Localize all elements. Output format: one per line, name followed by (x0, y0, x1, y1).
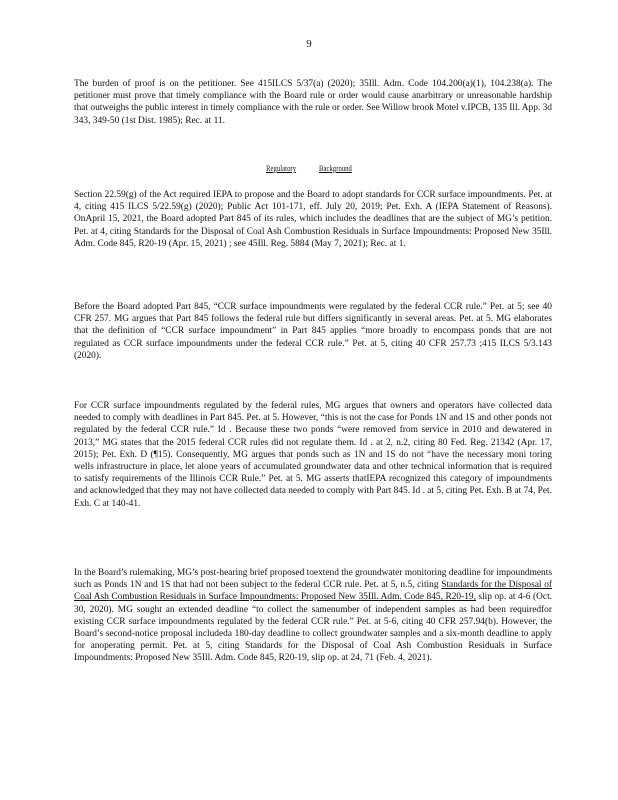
paragraph-ccr-surface-impoundments: For CCR surface impoundments regulated by the federal rules, MG argues that owners and operators have collected data needed to comply with deadlines in Part 845. Pet. at 5. However, “this is not the case for Ponds 1N and 1S and other ponds not regulated by the federal CCR rule.” Id . Because these two ponds “were removed from service in 2010 and dewatered in 2013,” MG states that the 2015 federal CCR rules did not regulate them. Id . at 2, n.2, citing 80 Fed. Reg. 21342 (Apr. 17, 2015); Pet. Exh. D (¶15). Consequently, MG argues that ponds such as 1N and 1S do not “have the necessary moni toring wells infrastructure in place, let alone years of accumulated groundwater data and other technical information that is required to satisfy requirements of the Illinois CCR Rule.” Pet. at 5. MG asserts thatIEPA recognized this category of impoundments and acknowledged that they may not have collected data needed to comply with Part 845. Id . at 5, citing Pet. Exh. B at 74, Pet. Exh. C at 140-41. (74, 401, 553, 509)
paragraph-board-rulemaking (74, 567, 552, 665)
paragraph-federal-ccr-rule: Before the Board adopted Part 845, “CCR surface impoundments were regulated by the federal CCR rule.” Pet. at 5; see 40 CFR 257. MG argues that Part 845 follows the federal rule but differs significantly in several areas. Pet. at 5. MG elaborates that the definition of “CCR surface impoundment” in Part 845 applies “more broadly to encompass ponds that are not regulated as CCR surface impoundments under the federal CCR rule.” Pet. at 5, citing 40 CFR 257.73 ;415 ILCS 5/3.143 (2020). (74, 302, 552, 361)
heading-word-regulatory: Regulatory (266, 164, 297, 173)
heading-word-background: Background (319, 164, 352, 173)
section-heading (56, 164, 563, 173)
page-number: 9 (306, 38, 312, 50)
rulemaking-text-before: In the Board’s rulemaking, MG’s post-hearing brief proposed toextend the groundwater monitoring deadline for impoundments such as Ponds 1N and 1S that had not been subject to the federal CCR rule. Pet. at 5, n.5, citing (74, 568, 552, 591)
rulemaking-text-after: slip op. at 4-6 (Oct. 30, 2020). MG sought an extended deadline “to collect the samenumber of independent samples as had been requiredfor existing CCR surface impoundments regulated by the federal CCR rule.” Pet. at 5-6, citing 40 CFR 257.94(b). However, the Board’s second-notice proposal includeda 180-day deadline to collect groundwater samples and a six-month deadline to apply for anoperating permit. Pet. at 5, citing Standards for the Disposal of Coal Ash Combustion Residuals in Surface Impoundments: Proposed New 35Ill. Adm. Code 845, R20-19, slip op. at 24, 71 (Feb. 4, 2021). (74, 592, 553, 664)
paragraph-section-22-59: Section 22.59(g) of the Act required IEPA to propose and the Board to adopt standards for CCR surface impoundments. Pet. at 4, citing 415 ILCS 5/22.59(g) (2020); Public Act 101-171, eff. July 20, 2019; Pet. Exh. A (IEPA Statement of Reasons). OnApril 15, 2021, the Board adopted Part 845 of its rules, which includes the deadlines that are the subject of MG’s petition. Pet. at 4, citing Standards for the Disposal of Coal Ash Combustion Residuals in Surface Impoundments: Proposed New 35Ill. Adm. Code 845, R20-19 (Apr. 15, 2021) ; see 45Ill. Reg. 5884 (May 7, 2021); Rec. at 1. (74, 190, 552, 249)
paragraph-burden-of-proof: The burden of proof is on the petitioner. See 415ILCS 5/37(a) (2020); 35Ill. Adm. Code 104.200(a)(1), 104.238(a). The petitioner must prove that timely compliance with the Board rule or order would cause anarbitrary or unreasonable hardship that outweighs the public interest in timely compliance with the rule or order. See Willow brook Motel v.IPCB, 135 Ill. App. 3d 343, 349-50 (1st Dist. 1985); Rec. at 11. (74, 79, 552, 126)
rulemaking-citation: Standards for the Disposal of Coal Ash Combustion Residuals in Surface Impoundments: Proposed New 35Ill. Adm. Code 845, R20-19, (74, 580, 552, 603)
